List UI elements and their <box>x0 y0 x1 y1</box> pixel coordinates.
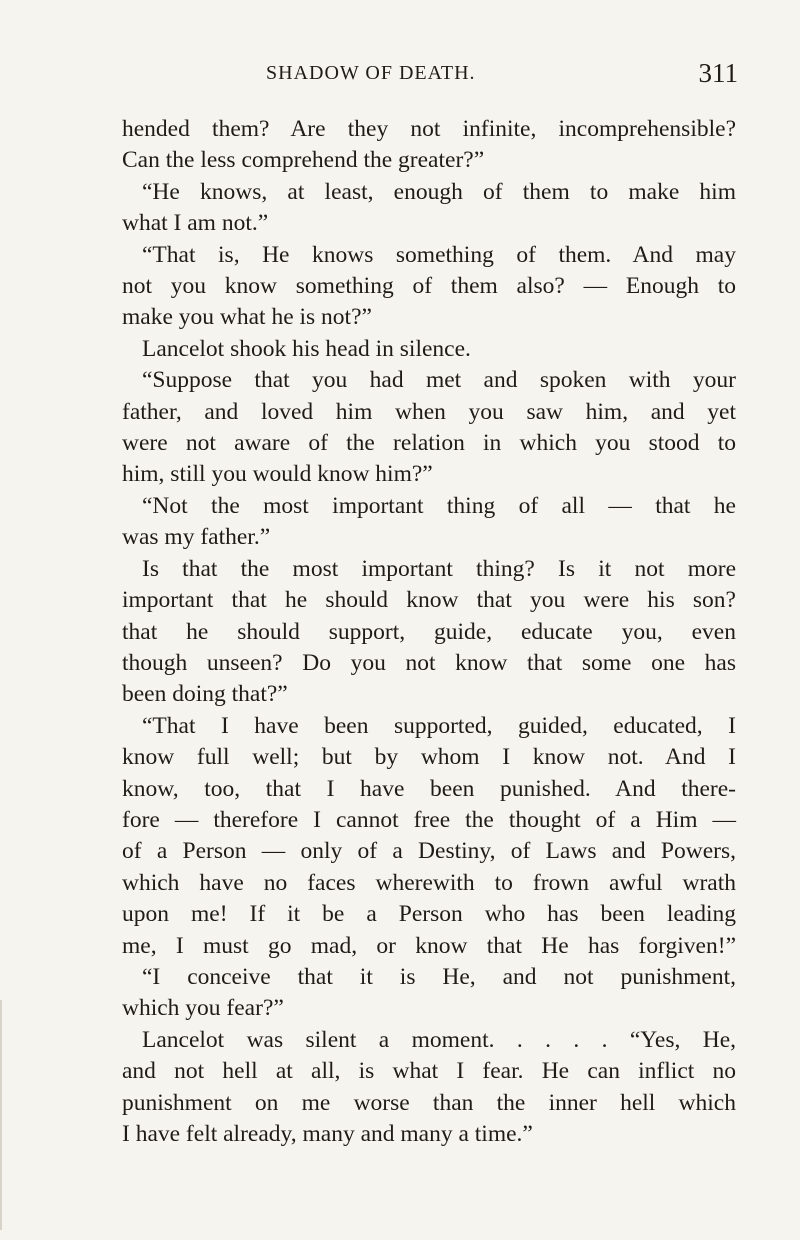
text-line: him, still you would know him?” <box>122 461 433 488</box>
text-line: me, I must go mad, or know that He has forgiven!” <box>122 932 736 959</box>
text-line: important that he should know that you were his son? <box>122 587 736 614</box>
text-line: Is that the most important thing? Is it not more <box>142 555 736 582</box>
text-line: upon me! If it be a Person who has been leading <box>122 901 736 928</box>
text-line: “That I have been supported, guided, educated, I <box>142 712 736 739</box>
text-line: know full well; but by whom I know not. And I <box>122 744 736 771</box>
text-line: of a Person — only of a Destiny, of Laws and Powers, <box>122 838 736 865</box>
text-line: father, and loved him when you saw him, and yet <box>122 398 736 425</box>
page-edge-shadow <box>0 1000 2 1230</box>
running-head <box>118 58 738 88</box>
text-line: Can the less comprehend the greater?” <box>122 147 485 174</box>
text-line: “Suppose that you had met and spoken with your <box>142 367 736 394</box>
text-line: and not hell at all, is what I fear. He can inflict no <box>122 1058 736 1085</box>
text-line: which you fear?” <box>122 995 284 1022</box>
text-line: was my father.” <box>122 524 271 551</box>
text-line: what I am not.” <box>122 210 269 237</box>
text-line: Lancelot shook his head in silence. <box>142 335 471 362</box>
text-line: which have no faces wherewith to frown awful wrath <box>122 869 736 896</box>
text-line: I have felt already, many and many a time.” <box>122 1121 533 1147</box>
body-text <box>122 114 736 1150</box>
text-line: “That is, He knows something of them. And may <box>142 241 736 268</box>
text-line: “I conceive that it is He, and not punishment, <box>142 963 736 990</box>
text-line: “Not the most important thing of all — that he <box>142 492 736 519</box>
text-line: been doing that?” <box>122 681 288 708</box>
text-line: fore — therefore I cannot free the thought of a Him — <box>122 806 736 833</box>
page-number: 311 <box>698 58 738 88</box>
text-line: hended them? Are they not infinite, incomprehensible? <box>122 116 736 142</box>
text-line: “He knows, at least, enough of them to make him <box>142 178 736 205</box>
text-line: punishment on me worse than the inner hell which <box>122 1089 736 1116</box>
text-line: not you know something of them also? — Enough to <box>122 273 736 300</box>
text-line: know, too, that I have been punished. And there- <box>122 775 736 802</box>
text-line: that he should support, guide, educate you, even <box>122 618 736 645</box>
text-line: were not aware of the relation in which you stood to <box>122 430 736 457</box>
text-line: make you what he is not?” <box>122 304 372 331</box>
running-title: SHADOW OF DEATH. <box>266 62 476 84</box>
text-line: Lancelot was silent a moment. . . . . “Yes, He, <box>142 1026 736 1053</box>
text-line: though unseen? Do you not know that some one has <box>122 649 736 676</box>
